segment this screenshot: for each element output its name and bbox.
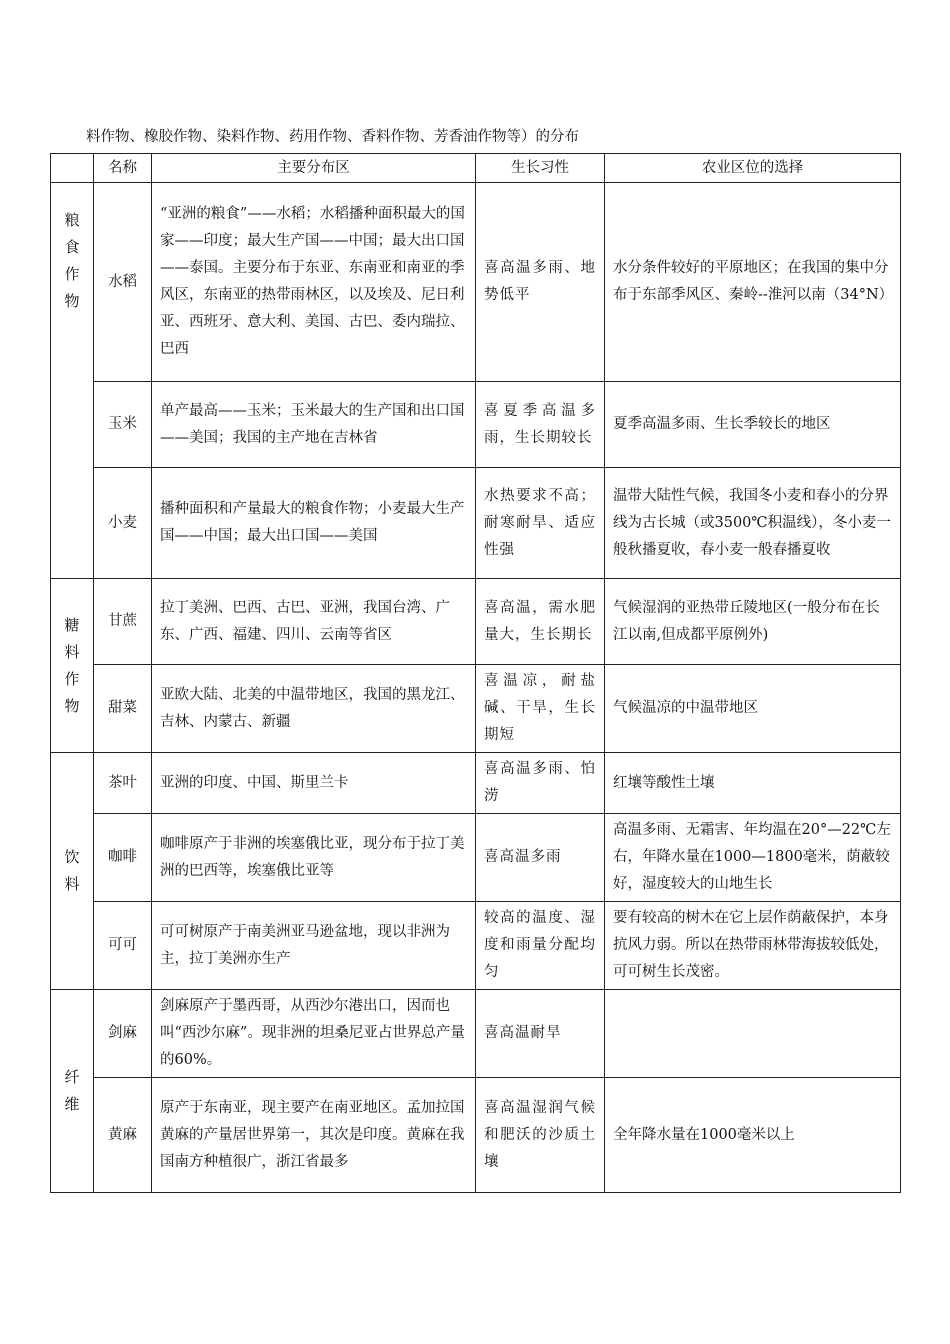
distribution-cell: “亚洲的粮食”——水稻；水稻播种面积最大的国家——印度；最大生产国——中国；最大出口国——泰国。主要分布于东亚、东南亚和南亚的季风区，东南亚的热带雨林区，以及埃及、尼日利亚、西班牙、意大利、美国、古巴、委内瑞拉、巴西 — [152, 183, 476, 382]
category-cell: 饮料 — [51, 753, 94, 990]
header-distribution: 主要分布区 — [152, 154, 476, 183]
header-category — [51, 154, 94, 183]
crop-name: 可可 — [94, 902, 152, 990]
table-row — [51, 902, 901, 990]
location-cell: 气候温凉的中温带地区 — [605, 665, 901, 753]
table-row — [51, 665, 901, 753]
header-habit: 生长习性 — [476, 154, 605, 183]
table-row — [51, 382, 901, 468]
crop-name: 茶叶 — [94, 753, 152, 814]
category-cell: 粮食作物 — [51, 183, 94, 579]
table-row — [51, 990, 901, 1078]
intro-line: 料作物、橡胶作物、染料作物、药用作物、香料作物、芳香油作物等）的分布 — [86, 129, 579, 145]
location-cell: 水分条件较好的平原地区；在我国的集中分布于东部季风区、秦岭--淮河以南（34°N） — [605, 183, 901, 382]
table-row — [51, 1078, 901, 1193]
habit-cell: 喜高温耐旱 — [476, 990, 605, 1078]
crop-name: 咖啡 — [94, 814, 152, 902]
crop-name: 黄麻 — [94, 1078, 152, 1193]
crop-name: 剑麻 — [94, 990, 152, 1078]
distribution-cell: 单产最高——玉米；玉米最大的生产国和出口国——美国；我国的主产地在吉林省 — [152, 382, 476, 468]
habit-cell: 喜高温多雨 — [476, 814, 605, 902]
crop-name: 玉米 — [94, 382, 152, 468]
location-cell: 夏季高温多雨、生长季较长的地区 — [605, 382, 901, 468]
habit-cell: 喜温凉，耐盐碱、干旱，生长期短 — [476, 665, 605, 753]
distribution-cell: 原产于东南亚，现主要产在南亚地区。孟加拉国黄麻的产量居世界第一，其次是印度。黄麻在我国南方种植很广，浙江省最多 — [152, 1078, 476, 1193]
habit-cell: 水热要求不高；耐寒耐旱、适应性强 — [476, 468, 605, 579]
crop-name: 水稻 — [94, 183, 152, 382]
habit-cell: 喜夏季高温多雨，生长期较长 — [476, 382, 605, 468]
location-cell: 红壤等酸性土壤 — [605, 753, 901, 814]
location-cell: 气候湿润的亚热带丘陵地区(一般分布在长江以南,但成都平原例外) — [605, 579, 901, 665]
distribution-cell: 剑麻原产于墨西哥，从西沙尔港出口，因而也叫“西沙尔麻”。现非洲的坦桑尼亚占世界总产量的60%。 — [152, 990, 476, 1078]
crop-name: 甘蔗 — [94, 579, 152, 665]
distribution-cell: 咖啡原产于非洲的埃塞俄比亚，现分布于拉丁美洲的巴西等，埃塞俄比亚等 — [152, 814, 476, 902]
habit-cell: 喜高温多雨、怕涝 — [476, 753, 605, 814]
location-cell: 要有较高的树木在它上层作荫蔽保护，本身抗风力弱。所以在热带雨林带海拔较低处，可可树生长茂密。 — [605, 902, 901, 990]
location-cell — [605, 990, 901, 1078]
table-row — [51, 468, 901, 579]
distribution-cell: 播种面积和产量最大的粮食作物；小麦最大生产国——中国；最大出口国——美国 — [152, 468, 476, 579]
table-row — [51, 183, 901, 382]
distribution-cell: 亚欧大陆、北美的中温带地区，我国的黑龙江、吉林、内蒙古、新疆 — [152, 665, 476, 753]
habit-cell: 喜高温湿润气候和肥沃的沙质土壤 — [476, 1078, 605, 1193]
category-cell: 糖料作物 — [51, 579, 94, 753]
table-row — [51, 753, 901, 814]
category-cell: 纤维 — [51, 990, 94, 1193]
table-row — [51, 579, 901, 665]
location-cell: 温带大陆性气候，我国冬小麦和春小的分界线为古长城（或3500℃积温线），冬小麦一般秋播夏收，春小麦一般春播夏收 — [605, 468, 901, 579]
crop-name: 小麦 — [94, 468, 152, 579]
location-cell: 全年降水量在1000毫米以上 — [605, 1078, 901, 1193]
distribution-cell: 亚洲的印度、中国、斯里兰卡 — [152, 753, 476, 814]
distribution-cell: 拉丁美洲、巴西、古巴、亚洲，我国台湾、广东、广西、福建、四川、云南等省区 — [152, 579, 476, 665]
table-row — [51, 814, 901, 902]
habit-cell: 喜高温多雨、地势低平 — [476, 183, 605, 382]
header-row — [51, 154, 901, 183]
location-cell: 高温多雨、无霜害、年均温在20°—22℃左右，年降水量在1000—1800毫米，荫蔽较好，湿度较大的山地生长 — [605, 814, 901, 902]
crop-distribution-table — [50, 153, 901, 1193]
habit-cell: 较高的温度、湿度和雨量分配均匀 — [476, 902, 605, 990]
distribution-cell: 可可树原产于南美洲亚马逊盆地，现以非洲为主，拉丁美洲亦生产 — [152, 902, 476, 990]
header-location: 农业区位的选择 — [605, 154, 901, 183]
habit-cell: 喜高温，需水肥量大，生长期长 — [476, 579, 605, 665]
header-name: 名称 — [94, 154, 152, 183]
crop-name: 甜菜 — [94, 665, 152, 753]
